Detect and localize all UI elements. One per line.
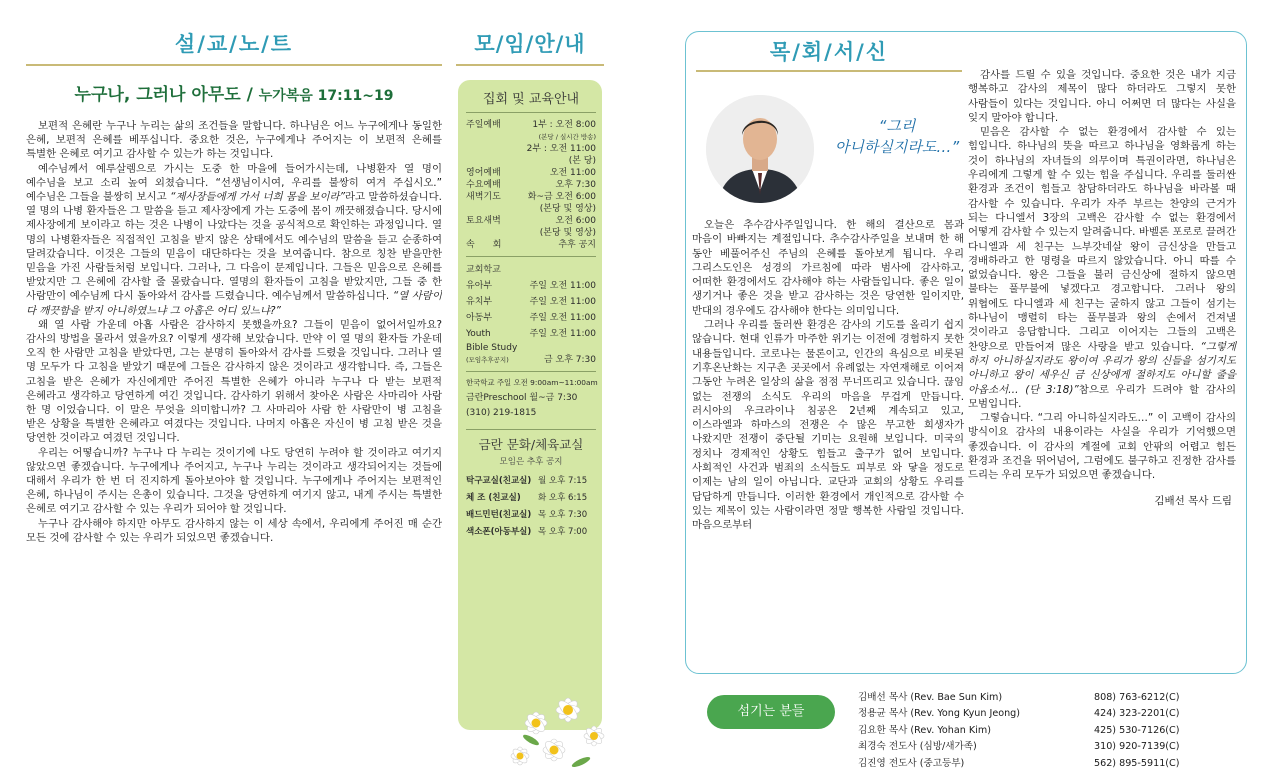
quote-line-1: “그리 xyxy=(878,117,916,135)
service-list xyxy=(466,119,596,251)
scripture-quote: “열 사람이 다 깨끗함을 받지 아니하였느냐 그 아홉은 어디 있느냐?” xyxy=(26,290,442,317)
service-row-time: 2부 : 오전 11:00 xyxy=(526,144,596,154)
school-row-name: Youth xyxy=(466,329,491,339)
school-row xyxy=(466,294,596,310)
staff-name: 김진영 전도사 (중고등부) xyxy=(858,757,965,769)
staff-phone: 424) 323-2201(C) xyxy=(1094,708,1180,720)
meeting-panel xyxy=(458,80,602,730)
service-row xyxy=(466,239,596,251)
preschool-row xyxy=(466,392,596,404)
paragraph-text: 참으로 우리가 드려야 할 감사의 모범입니다. xyxy=(968,383,1236,410)
signature: 김배선 목사 드림 xyxy=(1154,494,1232,507)
class-name: 탁구교실(친교실) xyxy=(466,476,532,486)
bible-study-time-row xyxy=(466,354,596,366)
paragraph-text: 왜 열 사람 가운데 아홉 사람은 감사하지 못했을까요? 그들이 믿음이 없어서일까요? 감사의 방법을 몰라서 였을까요? 이렇게 생각해 보았습니다. 만약 이 열 명의 환자들 가운데 오직 한 사람만 고침을 받았다면, 그는 분명히 돌아와서 감사를 드렸을 것입니다. 그러나 열 명 모두가 다 고침을 받았기 때문에 그들은 감사하지 않은 것이라고 생각합니다. 즉, 그들은 고침을 받은 은혜가 자신에게만 주어진 특별한 은혜가 아니라 누구나 다 받는 보편적 은혜라고 생각하고 당연하게 여긴 것입니다. 감사하기 위해서 찾아온 사람은 사마리아 사람 한 명 이었습니다. 이 말은 무엇을 의미합니까? 그 사마리아 사람 한 사람만이 병 고침을 받은 상황을 특별한 은혜라고 여겼다는 것입니다. 나머지 아홉은 자신이 병 고침 받은 것을 당연한 것이라고 여겼던 것입니다. xyxy=(26,318,442,445)
sermon-body xyxy=(26,119,442,545)
church-phone: (310) 219-1815 xyxy=(466,408,537,418)
service-row xyxy=(466,155,596,167)
divider xyxy=(466,256,596,257)
pastor-quote xyxy=(822,116,972,158)
class-row xyxy=(466,507,596,524)
paragraph-text: 보편적 은혜란 누구나 누리는 삶의 조건들을 말합니다. 하나님은 어느 누구에게나 동일한 은혜, 보편적 은혜를 베푸십니다. 중요한 것은, 누구에게나 주어지는 이 보편적 은혜를 특별한 은혜로 여기고 감사할 수 있는가 하는 것입니다. xyxy=(26,120,442,161)
paragraph xyxy=(26,446,442,517)
divider xyxy=(696,70,962,72)
school-row xyxy=(466,278,596,294)
divider xyxy=(466,371,596,372)
paragraph xyxy=(26,162,442,318)
service-row-name xyxy=(466,203,506,215)
divider xyxy=(466,429,596,430)
class-time: 목 오후 7:30 xyxy=(538,510,588,520)
staff-name: 최경숙 전도사 (심방/새가족) xyxy=(858,741,977,753)
school-row xyxy=(466,310,596,326)
staff-badge: 섬기는 분들 xyxy=(707,695,835,729)
bible-study-label: Bible Study xyxy=(466,343,518,353)
service-row-name xyxy=(466,155,506,167)
pastoral-letter xyxy=(685,31,1247,674)
service-row-name: 영어예배 xyxy=(466,168,501,178)
service-row-time: 오전 6:00 xyxy=(555,216,596,226)
divider xyxy=(26,64,442,66)
culture-title: 금란 문화/체육교실 xyxy=(478,437,584,452)
pastor-photo xyxy=(706,95,814,203)
paragraph xyxy=(26,318,442,446)
staff-row xyxy=(858,723,1248,739)
scripture-reference: 누가복음 17:11~19 xyxy=(258,88,394,104)
staff-name: 정용균 목사 (Rev. Yong Kyun Jeong) xyxy=(858,708,1021,720)
service-row xyxy=(466,227,596,239)
korean-school-row xyxy=(466,377,596,389)
staff-row xyxy=(858,739,1248,755)
staff-name: 김배선 목사 (Rev. Bae Sun Kim) xyxy=(858,692,1003,703)
paragraph-text: 누구나 감사해야 하지만 아무도 감사하지 않는 이 세상 속에서, 우리에게 주어진 매 순간 모든 것에 감사할 수 있는 우리가 되었으면 좋겠습니다. xyxy=(26,517,442,544)
service-row-time: (본당 및 영상) xyxy=(539,204,596,214)
scripture-quote: “제사장들에게 가서 너희 몸을 보이라” xyxy=(170,191,345,204)
pastor-portrait-icon xyxy=(706,95,814,203)
service-row-time: 화~금 오전 6:00 xyxy=(527,192,596,202)
divider xyxy=(456,64,604,66)
staff-name: 김요한 목사 (Rev. Yohan Kim) xyxy=(858,724,991,736)
paragraph-text: 믿음은 감사할 수 없는 환경에서 감사할 수 있는 힘입니다. 하나님의 뜻을 따르고 하나님을 영화롭게 하는 것이 하나님의 자녀들의 의무이며 특권이라면, 하나님은 우리에게 그렇게 할 수 있는 힘을 주십니다. 우리를 둘러싼 환경과 조건이 힘들고 참담하더라도 하나님을 바라볼 때 감사할 수 있습니다. 우리가 자주 부르는 찬양의 근거가 되는 다니엘서 3장의 고백은 감사할 수 없는 환경에서 어떻게 감사할 수 있는지 알려줍니다. 바벨론 포로로 끌려간 다니엘과 세 친구는 느부갓네살 왕이 금신상을 만들고 경배하라고 한 명령을 따르지 않았습니다. 아니 따를 수 없었습니다. 왕은 그들을 불러 금신상에 절하지 않으면 불타는 풀무불에 넣겠다고 경고합니다. 그러나 왕의 위협에도 다니엘과 세 친구는 굴하지 않고 그들이 섬기는 하나님이 맹렬히 타는 풀무불과 왕의 손에서 건져낼 것이라고 응답합니다. 그리고 이어지는 그들의 고백은 찬양으로 만들어져 많은 사랑을 받고 있습니다. xyxy=(968,126,1236,353)
culture-subtitle: 모임은 추후 공지 xyxy=(499,457,563,467)
class-name: 배드민턴(친교실) xyxy=(466,510,532,520)
paragraph xyxy=(26,119,442,162)
sermon-title-text: 누구나, 그러나 아무도 xyxy=(74,85,241,105)
meeting-heading: 모/임/안/내 xyxy=(474,32,586,56)
service-row-time: 오전 11:00 xyxy=(549,168,596,178)
service-row-name: 수요예배 xyxy=(466,180,501,190)
meeting-panel-title: 집회 및 교육안내 xyxy=(466,88,596,113)
school-row-time: 주일 오전 11:00 xyxy=(529,281,596,291)
letter-column-right xyxy=(968,68,1236,508)
service-row xyxy=(466,131,596,143)
paragraph xyxy=(26,517,442,545)
school-row-name: 유치부 xyxy=(466,297,493,307)
class-time: 목 오후 7:00 xyxy=(538,527,588,537)
service-row xyxy=(466,119,596,131)
paragraph xyxy=(968,68,1236,125)
service-row xyxy=(466,167,596,179)
letter-column-left xyxy=(692,218,964,533)
preschool: 금란Preschool 월~금 7:30 xyxy=(466,393,578,403)
paragraph-text: 감사를 드릴 수 있을 것입니다. 중요한 것은 내가 지금 행복하고 감사의 제목이 많다 하더라도 그렇지 못한 사람들이 있다는 것입니다. 아니 어쩌면 더 많다는 사실을 잊지 말아야 합니다. xyxy=(968,69,1236,124)
paragraph xyxy=(968,411,1236,482)
staff-phone: 310) 920-7139(C) xyxy=(1094,741,1180,753)
class-name: 체 조 (친교실) xyxy=(466,493,521,503)
paragraph-text: 라고 말씀하셨습니다. 열 명의 나병 환자들은 그 말씀을 듣고 제사장에게 가는 도중에 몸이 깨끗해졌습니다. 당시에 제사장에게 보이라고 하는 것은 나병이 나았다는 것을 공식적으로 확인하는 과정입니다. 열 명의 나병환자들은 직접적인 고침을 받지 않은 상태에서도 예수님의 말씀을 듣고 순종하여 달려갔습니다. 이것은 그들의 믿음이 대단하다는 것을 보여줍니다. 참으로 칭찬 받을만한 믿음을 가진 사람들처럼 보입니다. 그러나, 그 다음이 문제입니다. 그들은 믿음으로 은혜를 받았지만 그 은혜에 감사할 줄 몰랐습니다. 열명의 환자들이 고침을 받았지만, 그들 중 한 사람만이 예수님께 다시 돌아와서 감사를 드렸습니다. 예수님께서 말씀하십니다. xyxy=(26,191,442,303)
class-name: 색소폰(아동부실) xyxy=(466,527,532,537)
school-row-time: 주일 오전 11:00 xyxy=(529,329,596,339)
service-row-time: 1부 : 오전 8:00 xyxy=(532,120,596,130)
korean-school: 한국학교 주일 오전 9:00am~11:00am xyxy=(466,378,598,387)
paragraph xyxy=(968,125,1236,411)
quote-line-2: 아니하실지라도…” xyxy=(834,138,960,156)
school-row-time: 주일 오전 11:00 xyxy=(529,313,596,323)
class-row xyxy=(466,490,596,507)
school-row-time: 주일 오전 11:00 xyxy=(529,297,596,307)
service-row-name: 새벽기도 xyxy=(466,192,501,202)
class-row xyxy=(466,473,596,490)
service-row-time: 추후 공지 xyxy=(558,240,596,250)
staff-row xyxy=(858,690,1248,706)
title-slash: / xyxy=(246,85,253,105)
class-list xyxy=(466,473,596,541)
bible-study-time: 금 오후 7:30 xyxy=(543,355,596,365)
school-row xyxy=(466,326,596,342)
letter-heading: 목/회/서/신 xyxy=(769,40,889,64)
sermon-note xyxy=(26,28,442,768)
paragraph-text: 그러나 우리를 둘러싼 환경은 감사의 기도를 올리기 쉽지 않습니다. 현대 인류가 마주한 위기는 이전에 경험하지 못한 내용들입니다. 코로나는 물론이고, 인간의 욕심으로 비롯된 기후온난화는 지구촌 곳곳에서 유례없는 자연재해로 이어져 그동안 누려온 일상의 삶을 점점 무너뜨리고 있습니다. 끊임 없는 전쟁의 소식도 우리의 마음을 무겁게 만듭니다. 러시아의 우크라이나 침공은 2년째 계속되고 있고, 이스라엘과 하마스의 전쟁은 수 많은 무고한 희생자가 나왔지만 전쟁이 중단될 기미는 요원해 보입니다. 미국의 정치나 경제적인 상황도 힘들고 출구가 없어 보입니다. 사회적인 사건과 범죄의 소식들도 피부로 와 닿을 정도로 이제는 남의 일이 아닙니다. 교단과 교회의 상황도 우리를 답답하게 만듭니다. 이러한 환경에서 개인적으로 감사할 수 있는 제목이 있는 사람이라면 정말 행복한 사람일 것입니다. 마음으로부터 xyxy=(692,319,964,532)
phone-row xyxy=(466,407,596,419)
sermon-title xyxy=(26,80,442,105)
daisy-flowers-icon xyxy=(506,678,616,777)
letter-column-right-body xyxy=(968,68,1236,483)
service-row-name xyxy=(466,227,506,239)
service-row xyxy=(466,203,596,215)
church-school-label: 교회학교 xyxy=(466,265,501,275)
paragraph xyxy=(692,218,964,318)
staff-phone: 562) 895-5911(C) xyxy=(1094,757,1180,769)
paragraph-text: 예수님께서 예루살렘으로 가시는 도중 한 마을에 들어가시는데, 나병환자 열 명이 예수님을 보고 소리 높여 외쳤습니다. “선생님이시여, 우리를 불쌍히 여겨 주십시오.” 예수님은 그들을 불쌍히 보시고 xyxy=(26,162,442,204)
service-row-time: (본당 / 실시간 방송) xyxy=(538,133,596,141)
staff-phone: 808) 763-6212(C) xyxy=(1094,692,1180,703)
staff-row xyxy=(858,706,1248,722)
school-row-name: 아동부 xyxy=(466,313,493,323)
service-row-time: 오후 7:30 xyxy=(555,180,596,190)
staff-phone: 425) 530-7126(C) xyxy=(1094,724,1180,736)
scripture-quote: “그렇게 하지 아니하실지라도 왕이여 우리가 왕의 신들을 섬기지도 아니하고 왕이 세우신 금 신상에게 절하지도 아니할 줄을 아옵소서… (단 3:18)” xyxy=(968,340,1236,396)
service-row-time: (본 당) xyxy=(568,156,596,166)
bible-study-row xyxy=(466,342,596,354)
service-row-name xyxy=(466,131,506,143)
class-time: 화 오후 6:15 xyxy=(538,493,588,503)
service-row-name xyxy=(466,143,506,155)
service-row-name: 속 회 xyxy=(466,240,502,250)
service-row xyxy=(466,143,596,155)
bible-study-note: (모임추후공지) xyxy=(466,356,509,364)
paragraph xyxy=(692,318,964,532)
school-list xyxy=(466,278,596,342)
staff-list xyxy=(858,690,1248,772)
service-row xyxy=(466,215,596,227)
meeting-info xyxy=(456,28,604,768)
staff-row xyxy=(858,756,1248,772)
class-row xyxy=(466,524,596,541)
school-row-name: 유아부 xyxy=(466,281,493,291)
paragraph-text: 그렇습니다. “그리 아니하실지라도…” 이 고백이 감사의 방식이요 감사의 내용이라는 사실을 우리가 기억했으면 좋겠습니다. 이 감사의 계절에 교회 안팎의 어렵고 힘든 환경과 조건을 뛰어넘어, 그럼에도 불구하고 진정한 감사를 드리는 우리 모두가 되었으면 좋겠습니다. xyxy=(968,412,1236,482)
service-row-name: 주일예배 xyxy=(466,120,501,130)
service-row xyxy=(466,179,596,191)
service-row-time: (본당 및 영상) xyxy=(539,228,596,238)
sermon-heading: 설/교/노/트 xyxy=(174,32,294,56)
paragraph-text: 오늘은 추수감사주일입니다. 한 해의 결산으로 몸과 마음이 바빠지는 계절입니다. 추수감사주일을 보내며 한 해 동안 베풀어주신 주님의 은혜를 돌아보게 됩니다. 우리 그리스도인은 성경의 가르침에 따라 범사에 감사하고, 어떠한 환경에서도 감사해야 하는 사람들입니다. 좋은 일이 생기거나 좋은 것을 받고 감사하는 것은 당연한 일이지만, 반대의 경우에도 감사해야 한다는 의미입니다. xyxy=(692,219,964,317)
service-row-name: 토요새벽 xyxy=(466,216,501,226)
service-row xyxy=(466,191,596,203)
paragraph-text: 우리는 어떻습니까? 누구나 다 누리는 것이기에 나도 당연히 누려야 할 것이라고 여기지 않았으면 좋겠습니다. 누구에게나 주어지고, 누구나 누리는 것이라고 생각되어지는 것들에 대해서 우리가 한 번 더 진지하게 돌아보아야 할 것입니다. 누구에게나 주어지는 보편적인 은혜, 하나님이 주시는 은총이 있습니다. 그것을 당연하게 여기지 않고, 내게 주시는 특별한 은혜로 여기고 감사할 수 있는 우리가 되어야 할 것입니다. xyxy=(26,446,442,516)
class-time: 월 오후 7:15 xyxy=(538,476,588,486)
